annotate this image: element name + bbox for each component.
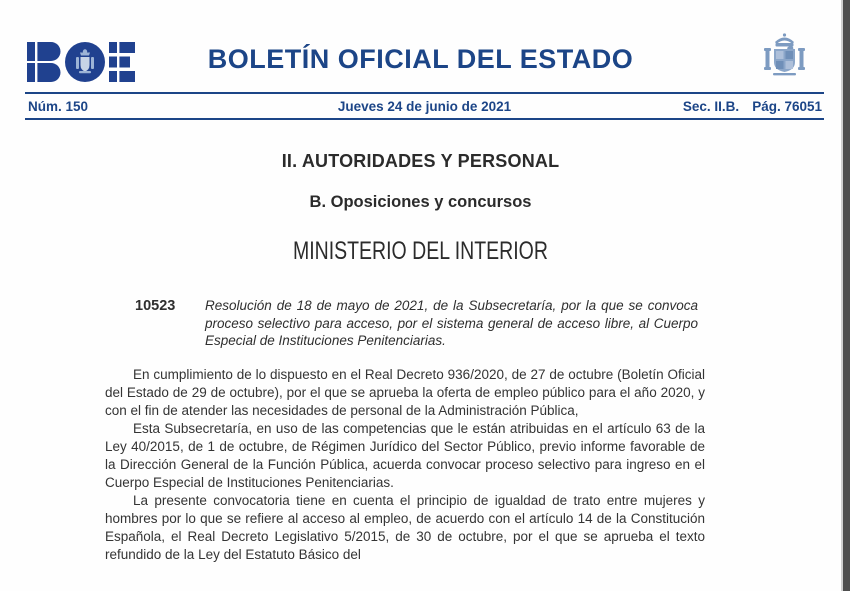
issue-date: Jueves 24 de junio de 2021 — [337, 98, 512, 114]
section-reference: Sec. II.B. — [682, 98, 740, 114]
section-heading: II. AUTORIDADES Y PERSONAL — [281, 151, 560, 171]
resolution-number: 10523 — [135, 298, 176, 314]
issue-number: Núm. 150 — [28, 98, 89, 114]
paragraph: La presente convocatoria tiene en cuenta el principio de igualdad de trato entre mujeres y hombres por lo que se refiere al acceso al empleo, de acuerdo con el artículo 14 de la Constitución Española, el Real Decreto Legislativo 5/2015, de 30 de octubre, por el que se aprueba el texto refundido de la Ley del Estatuto Básico del — [105, 492, 705, 562]
masthead — [0, 0, 841, 92]
resolution-summary: Resolución de 18 de mayo de 2021, de la Subsecretaría, por la que se convoca proceso selectivo para acceso, por el sistema general de acceso libre, al Cuerpo Especial de Instituciones Penitenciarias. — [205, 298, 698, 348]
subsection-heading: B. Oposiciones y concursos — [309, 193, 532, 211]
paragraph: Esta Subsecretaría, en uso de las competencias que le están atribuidas en el artículo 63 de la Ley 40/2015, de 1 de octubre, de Régimen Jurídico del Sector Público, previo informe favorable de la Dirección General de la Función Pública, acuerda convocar proceso selectivo para ingreso en el Cuerpo Especial de Instituciones Penitenciarias. — [105, 420, 705, 490]
resolution-text — [105, 366, 705, 564]
page-edge — [843, 0, 850, 591]
document-body — [0, 120, 841, 564]
masthead-title: BOLETÍN OFICIAL DEL ESTADO — [207, 44, 634, 74]
coat-of-arms-icon — [762, 32, 807, 82]
ministry-heading: MINISTERIO DEL INTERIOR — [293, 237, 548, 265]
issue-info-bar — [25, 92, 824, 120]
paragraph: En cumplimiento de lo dispuesto en el Real Decreto 936/2020, de 27 de octubre (Boletín Oficial del Estado de 29 de octubre), por el que se aprueba la oferta de empleo público para el año 2020, y con el fin de atender las necesidades de personal de la Administración Pública, — [105, 366, 705, 418]
page-reference: Pág. 76051 — [752, 98, 822, 114]
resolution-entry — [135, 297, 698, 350]
